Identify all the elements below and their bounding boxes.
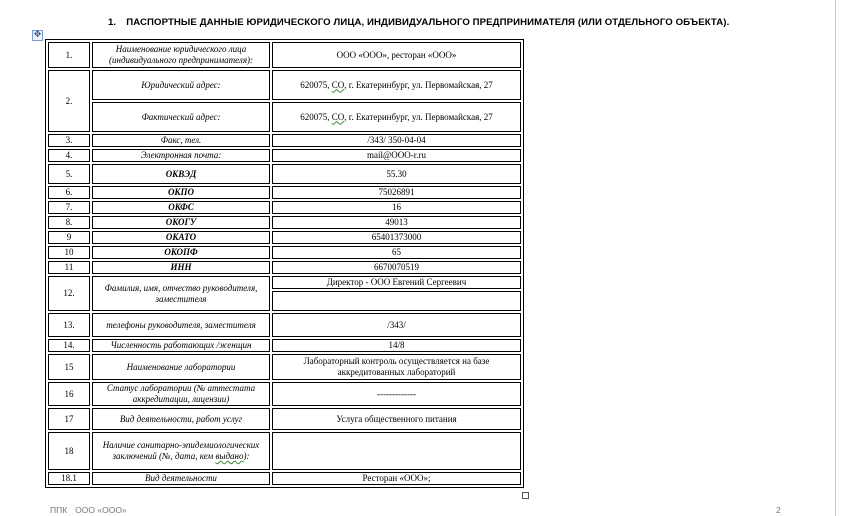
row-number: 4. xyxy=(48,149,90,162)
section-heading xyxy=(108,17,729,28)
table-row xyxy=(48,408,521,430)
row-number: 10 xyxy=(48,246,90,259)
table-row xyxy=(48,261,521,274)
row-number: 12. xyxy=(48,276,90,311)
row-number: 2. xyxy=(48,70,90,132)
row-label: ОКПО xyxy=(92,186,270,199)
row-number: 17 xyxy=(48,408,90,430)
footer-doc-label: ППК xyxy=(50,505,68,515)
row-label: Наименование юридического лица (индивидуального предпринимателя): xyxy=(92,42,270,68)
row-number: 8. xyxy=(48,216,90,229)
row-number: 3. xyxy=(48,134,90,147)
page-number: 2 xyxy=(776,505,781,515)
section-number: 1. xyxy=(108,17,117,28)
row-label: Вид деятельности xyxy=(92,472,270,485)
table-row xyxy=(48,276,521,289)
row-value[interactable]: ООО «ООО», ресторан «ООО» xyxy=(272,42,521,68)
row-label: ОКОПФ xyxy=(92,246,270,259)
row-value[interactable]: /343/ xyxy=(272,313,521,337)
footer-org-label: ООО «ООО» xyxy=(75,505,127,515)
row-value[interactable]: 65401373000 xyxy=(272,231,521,244)
row-number: 6. xyxy=(48,186,90,199)
table-row xyxy=(48,164,521,184)
row-value[interactable]: 620075, СО, г. Екатеринбург, ул. Первомайская, 27 xyxy=(272,70,521,100)
table-row xyxy=(48,472,521,485)
row-number: 16 xyxy=(48,382,90,406)
table-move-icon[interactable]: ✥ xyxy=(33,30,42,40)
row-number: 5. xyxy=(48,164,90,184)
table-row xyxy=(48,216,521,229)
row-value[interactable]: Ресторан «ООО»; xyxy=(272,472,521,485)
row-number: 15 xyxy=(48,354,90,380)
row-value[interactable]: Лабораторный контроль осуществляется на базе аккредитованных лабораторий xyxy=(272,354,521,380)
row-value[interactable]: Услуга общественного питания xyxy=(272,408,521,430)
table-row xyxy=(48,42,521,68)
row-number: 9 xyxy=(48,231,90,244)
row-label: Фактический адрес: xyxy=(92,102,270,132)
row-label: Электронная почта: xyxy=(92,149,270,162)
row-value-empty[interactable] xyxy=(272,291,521,311)
row-value[interactable]: Директор - ООО Евгений Сергеевич xyxy=(272,276,521,289)
row-label: Численность работающих /женщин xyxy=(92,339,270,352)
table-resize-handle[interactable] xyxy=(522,492,529,499)
row-label: Статус лаборатории (№ аттестата аккредитации, лицензии) xyxy=(92,382,270,406)
row-value[interactable]: 620075, СО, г. Екатеринбург, ул. Первомайская, 27 xyxy=(272,102,521,132)
spellcheck-word: выдано xyxy=(215,451,244,461)
table-row xyxy=(48,186,521,199)
row-number: 1. xyxy=(48,42,90,68)
row-value[interactable]: mail@OOO-r.ru xyxy=(272,149,521,162)
row-number: 7. xyxy=(48,201,90,214)
row-value[interactable]: 16 xyxy=(272,201,521,214)
spellcheck-word: СО xyxy=(331,79,345,90)
table-row xyxy=(48,134,521,147)
row-value[interactable]: 75026891 xyxy=(272,186,521,199)
row-value[interactable]: 14/8 xyxy=(272,339,521,352)
row-number: 13. xyxy=(48,313,90,337)
row-label: ОКОГУ xyxy=(92,216,270,229)
row-number: 14. xyxy=(48,339,90,352)
row-value[interactable]: 6670070519 xyxy=(272,261,521,274)
page-footer xyxy=(50,505,127,515)
spellcheck-word: СО xyxy=(331,111,345,122)
passport-table xyxy=(45,39,524,488)
table-row xyxy=(48,339,521,352)
table-row xyxy=(48,246,521,259)
row-label: ИНН xyxy=(92,261,270,274)
table-row xyxy=(48,313,521,337)
section-title: ПАСПОРТНЫЕ ДАННЫЕ ЮРИДИЧЕСКОГО ЛИЦА, ИНДИВИДУАЛЬНОГО ПРЕДПРИНИМАТЕЛЯ (ИЛИ ОТДЕЛЬНОГО ОБЪЕКТА). xyxy=(126,17,730,28)
row-number: 18.1 xyxy=(48,472,90,485)
table-row xyxy=(48,149,521,162)
row-label: Наличие санитарно-эпидемиологических заключений (№, дата, кем выдано): xyxy=(92,432,270,470)
table-row xyxy=(48,201,521,214)
table-row xyxy=(48,70,521,100)
table-row xyxy=(48,231,521,244)
table-row xyxy=(48,432,521,470)
row-value[interactable]: 55.30 xyxy=(272,164,521,184)
table-row xyxy=(48,382,521,406)
row-label: Юридический адрес: xyxy=(92,70,270,100)
row-label: ОКАТО xyxy=(92,231,270,244)
row-label: Наименование лаборатории xyxy=(92,354,270,380)
table-row xyxy=(48,354,521,380)
row-value[interactable]: 49013 xyxy=(272,216,521,229)
row-label: Фамилия, имя, отчество руководителя, заместителя xyxy=(92,276,270,311)
row-label: ОКФС xyxy=(92,201,270,214)
page-edge-rule xyxy=(835,0,836,516)
row-label: ОКВЭД xyxy=(92,164,270,184)
row-number: 18 xyxy=(48,432,90,470)
row-value[interactable]: ------------- xyxy=(272,382,521,406)
row-label: Вид деятельности, работ услуг xyxy=(92,408,270,430)
row-label: Факс, тел. xyxy=(92,134,270,147)
row-number: 11 xyxy=(48,261,90,274)
table-row xyxy=(48,102,521,132)
row-label: телефоны руководителя, заместителя xyxy=(92,313,270,337)
row-value-empty[interactable] xyxy=(272,432,521,470)
row-value[interactable]: 65 xyxy=(272,246,521,259)
row-value[interactable]: /343/ 350-04-04 xyxy=(272,134,521,147)
